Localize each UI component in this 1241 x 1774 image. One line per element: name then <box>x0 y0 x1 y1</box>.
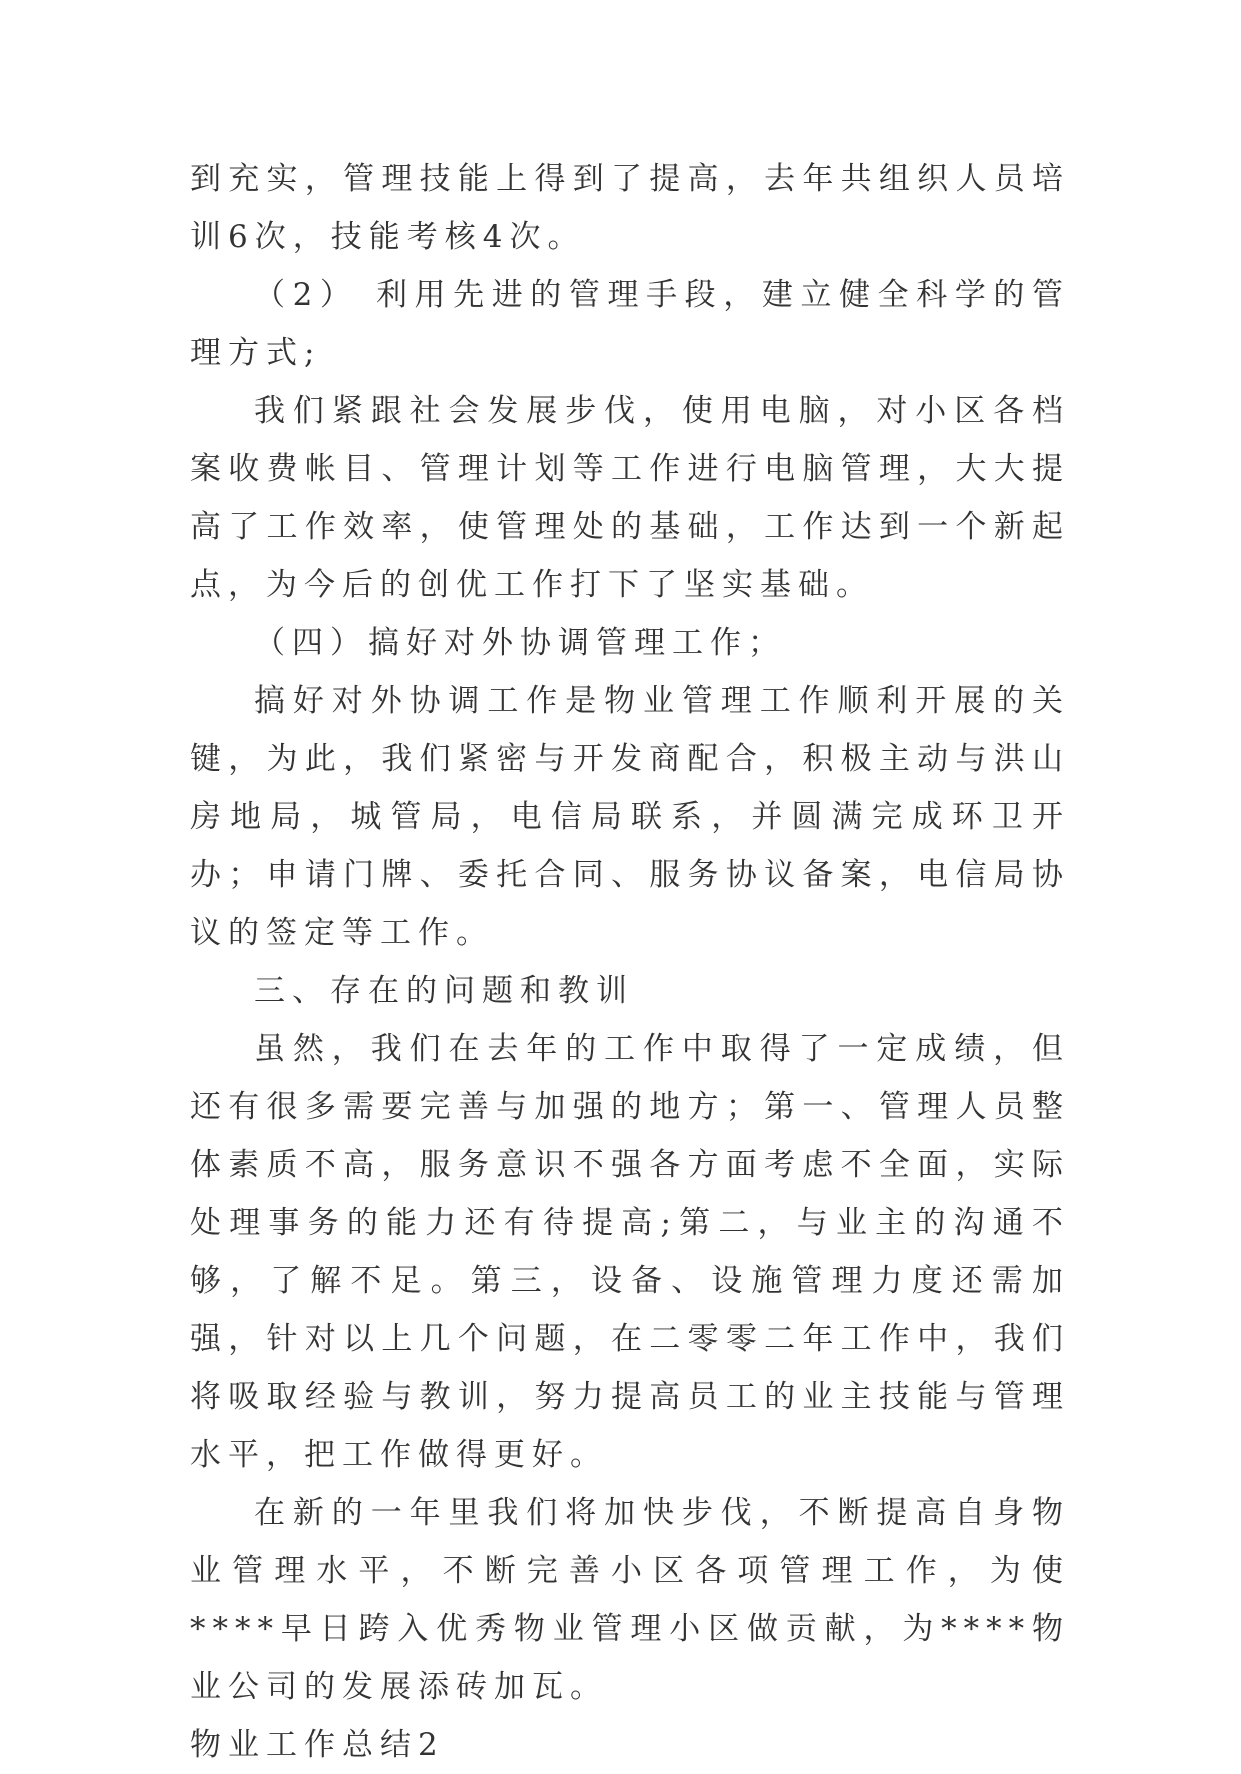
section-heading-4: （四）搞好对外协调管理工作； <box>254 625 786 661</box>
document-body <box>190 150 1070 1774</box>
section-heading-problems: 三、存在的问题和教训 <box>254 973 634 1009</box>
paragraph-problems: 虽然，我们在去年的工作中取得了一定成绩，但还有很多需要完善与加强的地方；第一、管理人员整体素质不高，服务意识不强各方面考虑不全面，实际处理事务的能力还有待提高;第二，与业主的沟通不够，了解不足。第三，设备、设施管理力度还需加强，针对以上几个问题，在二零零二年工作中，我们将吸取经验与教训，努力提高员工的业主技能与管理水平，把工作做得更好。 <box>190 1031 1070 1473</box>
paragraph-computer-management: 我们紧跟社会发展步伐，使用电脑，对小区各档案收费帐目、管理计划等工作进行电脑管理，大大提高了工作效率，使管理处的基础，工作达到一个新起点，为今后的创优工作打下了坚实基础。 <box>190 393 1070 603</box>
document-title-2: 物业工作总结2 <box>190 1727 445 1763</box>
paragraph-continuation: 到充实，管理技能上得到了提高，去年共组织人员培训6次，技能考核4次。 <box>190 161 1070 255</box>
section-heading-2: （2） 利用先进的管理手段，建立健全科学的管理方式; <box>190 277 1070 371</box>
paragraph-new-year: 在新的一年里我们将加快步伐，不断提高自身物业管理水平，不断完善小区各项管理工作，为使****早日跨入优秀物业管理小区做贡献，为****物业公司的发展添砖加瓦。 <box>190 1495 1070 1705</box>
paragraph-external-coordination: 搞好对外协调工作是物业管理工作顺利开展的关键，为此，我们紧密与开发商配合，积极主动与洪山房地局，城管局，电信局联系，并圆满完成环卫开办；申请门牌、委托合同、服务协议备案，电信局协议的签定等工作。 <box>190 683 1070 951</box>
